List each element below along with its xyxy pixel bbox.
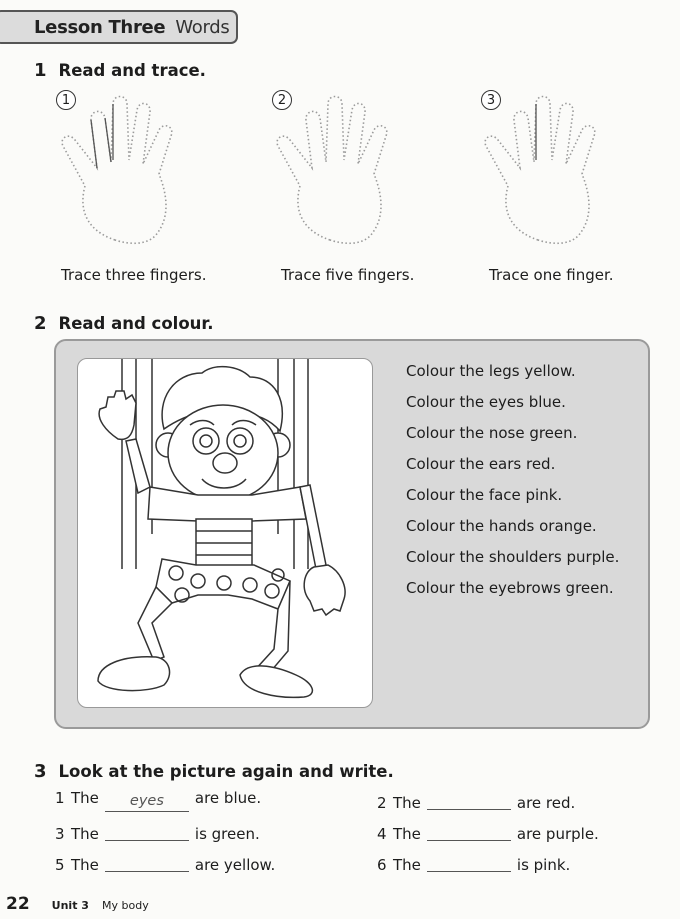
instruction-line: Colour the shoulders purple. <box>406 548 620 566</box>
sentence-number: 1 <box>55 789 65 807</box>
exercise-2-heading <box>34 313 213 334</box>
sentence-start: The <box>71 825 99 843</box>
answer-blank[interactable] <box>427 853 511 872</box>
exercise-title: Read and trace. <box>58 61 206 80</box>
sentence-end: are purple. <box>516 825 599 843</box>
sentence-end: is green. <box>194 825 260 843</box>
instruction-line: Colour the ears red. <box>406 455 556 473</box>
instruction-line: Colour the face pink. <box>406 486 563 504</box>
sentence-start: The <box>393 856 421 874</box>
answer-blank[interactable] <box>427 822 511 841</box>
instruction-line: Colour the eyebrows green. <box>406 579 614 597</box>
sentence-start: The <box>393 825 421 843</box>
page-footer <box>6 894 149 914</box>
sentence-start: The <box>71 856 99 874</box>
page-number: 22 <box>6 894 30 914</box>
sentence-end: are yellow. <box>194 856 276 874</box>
sentence-start: The <box>71 789 99 807</box>
sentence-end: are red. <box>516 794 576 812</box>
write-sentence <box>377 789 575 812</box>
trace-caption: Trace three fingers. <box>61 266 207 284</box>
sentence-end: are blue. <box>194 789 262 807</box>
instruction-line: Colour the legs yellow. <box>406 362 576 380</box>
lesson-title: Lesson Three <box>34 16 166 38</box>
write-sentence <box>55 851 275 874</box>
instruction-line: Colour the nose green. <box>406 424 578 442</box>
lesson-section: Words <box>175 16 230 38</box>
footer-topic: My body <box>102 899 149 912</box>
lesson-header-tab <box>0 10 238 44</box>
hand-outline-icon[interactable] <box>55 90 215 250</box>
answer-blank[interactable] <box>427 791 511 810</box>
sentence-number: 5 <box>55 856 65 874</box>
exercise-number: 2 <box>34 313 47 334</box>
trace-caption: Trace five fingers. <box>281 266 415 284</box>
write-sentence <box>55 820 260 843</box>
item-number-badge: 2 <box>272 90 292 110</box>
sentence-number: 6 <box>377 856 387 874</box>
answer-blank[interactable] <box>105 853 189 872</box>
colouring-picture[interactable] <box>77 358 373 708</box>
answer-blank[interactable] <box>105 822 189 841</box>
exercise-title: Read and colour. <box>58 314 214 333</box>
item-number-badge: 3 <box>481 90 501 110</box>
hand-outline-icon[interactable] <box>270 90 430 250</box>
boy-drawing[interactable] <box>78 359 373 708</box>
write-sentence <box>377 820 599 843</box>
write-sentence <box>377 851 570 874</box>
exercise-number: 3 <box>34 761 47 782</box>
colour-instructions <box>406 356 619 604</box>
hand-outline-icon[interactable] <box>478 90 638 250</box>
exercise-1-heading <box>34 60 206 81</box>
sentence-number: 2 <box>377 794 387 812</box>
sentence-number: 3 <box>55 825 65 843</box>
exercise-3-heading <box>34 761 394 782</box>
trace-caption: Trace one finger. <box>489 266 614 284</box>
instruction-line: Colour the hands orange. <box>406 517 597 535</box>
exercise-number: 1 <box>34 60 47 81</box>
sentence-end: is pink. <box>516 856 571 874</box>
sentence-number: 4 <box>377 825 387 843</box>
exercise-title: Look at the picture again and write. <box>58 762 394 781</box>
instruction-line: Colour the eyes blue. <box>406 393 566 411</box>
footer-unit: Unit 3 <box>51 899 89 912</box>
write-sentence <box>55 789 261 810</box>
answer-blank[interactable]: eyes <box>105 793 189 812</box>
item-number-badge: 1 <box>56 90 76 110</box>
sentence-start: The <box>393 794 421 812</box>
